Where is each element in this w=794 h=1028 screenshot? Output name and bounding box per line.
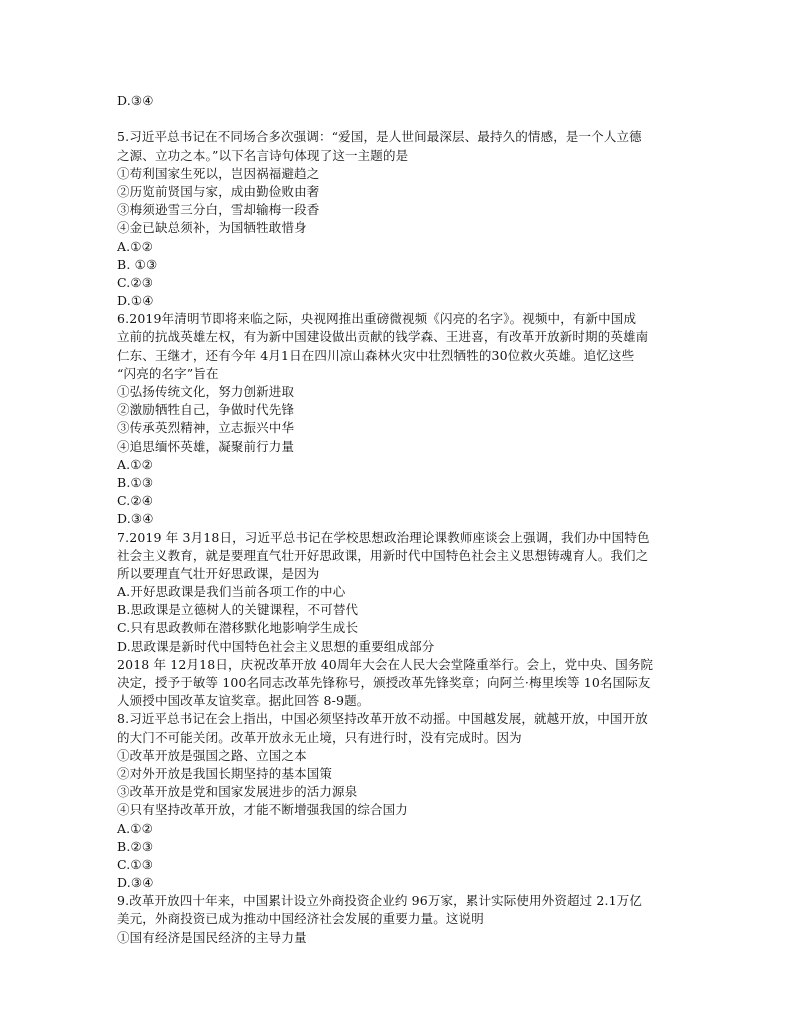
text-line: C.②③ xyxy=(117,274,154,290)
text-line: 9.改革开放四十年来，中国累计设立外商投资企业约 96万家，累计实际使用外资超过 2.1万亿 xyxy=(117,893,643,909)
text-line: A.①② xyxy=(117,456,154,472)
text-line: D.③④ xyxy=(117,511,154,527)
text-line: ①改革开放是强国之路、立国之本 xyxy=(117,747,307,763)
text-line: 美元，外商投资已成为推动中国经济社会发展的重要力量。这说明 xyxy=(117,911,484,927)
text-line: ④追思缅怀英雄，凝聚前行力量 xyxy=(117,438,295,454)
text-line: C.②④ xyxy=(117,493,154,509)
text-line: ③传承英烈精神，立志振兴中华 xyxy=(117,420,295,436)
text-line: ③改革开放是党和国家发展进步的活力源泉 xyxy=(117,784,358,800)
text-line: ③梅须逊雪三分白，雪却输梅一段香 xyxy=(117,202,320,218)
text-line: 立前的抗战英雄左权，有为新中国建设做出贡献的钱学森、王进喜，有改革开放新时期的英雄南 xyxy=(117,329,649,345)
text-line: ④只有坚持改革开放，才能不断增强我国的综合国力 xyxy=(117,802,408,818)
text-line: B. ①③ xyxy=(117,256,158,272)
text-line: 6.2019年清明节即将来临之际，央视网推出重磅微视频《闪亮的名字》。视频中，有新中国成 xyxy=(117,311,637,327)
text-line: B.②③ xyxy=(117,838,154,854)
text-line: ②激励牺牲自己，争做时代先锋 xyxy=(117,402,295,418)
text-line: ②历览前贤国与家，成由勤俭败由奢 xyxy=(117,183,320,199)
text-line: 仁东、王继才，还有今年 4月1日在四川凉山森林火灾中壮烈牺牲的30位救火英雄。追忆这些 xyxy=(117,347,635,363)
text-line: C.只有思政教师在潜移默化地影响学生成长 xyxy=(117,620,359,636)
text-line: 决定，授予于敏等 100名同志改革先锋称号，颁授改革先锋奖章；向阿兰·梅里埃等 10名国际友 xyxy=(117,675,651,690)
text-line: D.①④ xyxy=(117,293,154,309)
text-line: 的大门不可能关闭。改革开放永无止境，只有进行时，没有完成时。因为 xyxy=(117,729,522,745)
text-line: 8.习近平总书记在会上指出，中国必须坚持改革开放不动摇。中国越发展，就越开放，中国开放 xyxy=(117,711,648,727)
text-line: B.思政课是立德树人的关键课程，不可替代 xyxy=(117,602,359,618)
text-line: 社会主义教育，就是要理直气壮开好思政课，用新时代中国特色社会主义思想铸魂育人。我们之 xyxy=(117,547,649,563)
text-line: 所以要理直气壮开好思政课，是因为 xyxy=(117,565,320,581)
text-line: A.①② xyxy=(117,820,154,836)
text-line: C.①③ xyxy=(117,856,154,872)
text-line: A.①② xyxy=(117,238,154,254)
text-line: 2018 年 12月18日，庆祝改革开放 40周年大会在人民大会堂隆重举行。会上，党中央、国务院 xyxy=(117,656,654,672)
document-page xyxy=(117,92,682,947)
text-line: ①国有经济是国民经济的主导力量 xyxy=(117,929,307,945)
text-line: A.开好思政课是我们当前各项工作的中心 xyxy=(117,584,346,600)
text-line: “闪亮的名字”旨在 xyxy=(117,365,219,381)
text-line: 之源、立功之本。”以下名言诗句体现了这一主题的是 xyxy=(117,147,409,163)
text-line: ④金已缺总须补，为国牺牲敢惜身 xyxy=(117,220,307,236)
text-line: ①苟利国家生死以，岂因祸福避趋之 xyxy=(117,165,320,181)
text-line: ②对外开放是我国长期坚持的基本国策 xyxy=(117,765,333,781)
text-line: D.③④ xyxy=(117,93,154,108)
text-line: D.思政课是新时代中国特色社会主义思想的重要组成部分 xyxy=(117,638,435,654)
text-line: ①弘扬传统文化，努力创新进取 xyxy=(117,384,295,399)
blank-line xyxy=(117,110,682,128)
text-line: 5.习近平总书记在不同场合多次强调：“爱国，是人世间最深层、最持久的情感，是一个人立德 xyxy=(117,129,642,145)
text-line: 7.2019 年 3月18日，习近平总书记在学校思想政治理论课教师座谈会上强调，我们办中国特色 xyxy=(117,529,650,545)
text-line: 人颁授中国改革友谊奖章。据此回答 8-9题。 xyxy=(117,693,370,709)
text-line: D.③④ xyxy=(117,875,154,891)
text-line: B.①③ xyxy=(117,474,154,490)
